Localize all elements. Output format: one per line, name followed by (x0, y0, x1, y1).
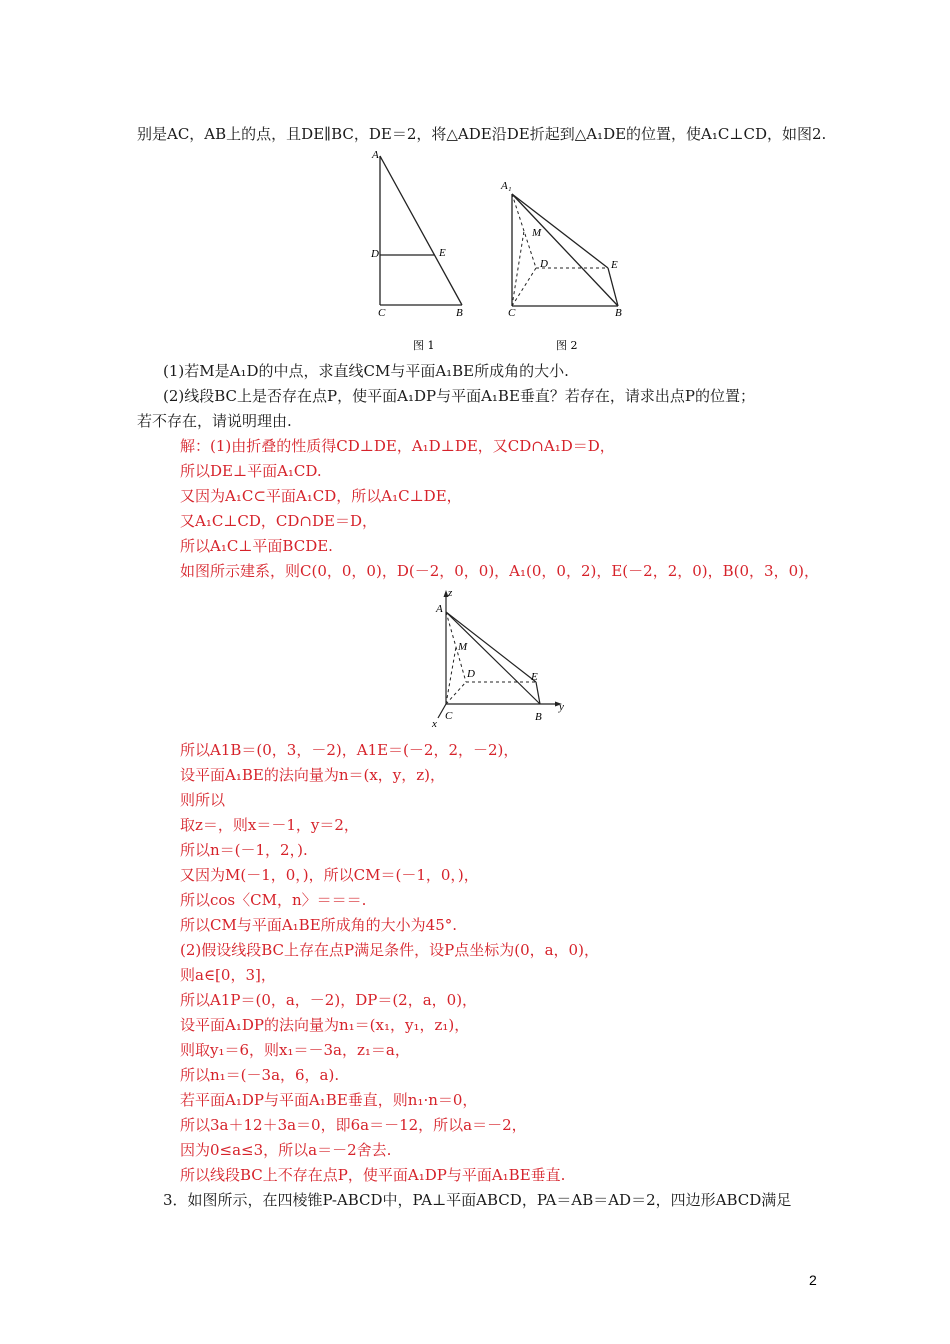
fig1-label-b: B (456, 307, 463, 319)
solution-line: 若平面A₁DP与平面A₁BE垂直，则n₁·n＝0， (180, 1091, 478, 1109)
solution-line: 则所以 (180, 791, 226, 809)
solution-line: 所以n₁＝(－3a，6，a). (180, 1066, 340, 1084)
fig2-label-m: M (532, 227, 542, 239)
solution-line: 如图所示建系，则C(0，0，0)，D(－2，0，0)，A₁(0，0，2)，E(－2，2，0)，B(0，3，0)， (180, 562, 819, 580)
fig3-label-c: C (445, 710, 453, 722)
problem-text-line: 别是AC，AB上的点，且DE∥BC，DE＝2，将△ADE沿DE折起到△A₁DE的位置，使A₁C⊥CD，如图2. (137, 125, 827, 143)
fig3-label-b: B (535, 711, 542, 723)
solution-line: 所以3a＋12＋3a＝0，即6a＝－12，所以a＝－2， (180, 1116, 527, 1134)
solution-line: (2)假设线段BC上存在点P满足条件，设P点坐标为(0，a，0)， (180, 941, 599, 959)
solution-line: 所以n＝(－1，2，). (180, 841, 308, 859)
solution-line: 所以A₁C⊥平面BCDE. (180, 537, 333, 555)
fig3-label-d: D (467, 668, 475, 680)
solution-line: 设平面A₁DP的法向量为n₁＝(x₁，y₁，z₁)， (180, 1016, 470, 1034)
fig2-caption: 图 2 (556, 339, 578, 352)
question-1: (1)若M是A₁D的中点，求直线CM与平面A₁BE所成角的大小. (163, 362, 569, 380)
fig3-label-a: A (436, 603, 443, 615)
fig1-label-d: D (371, 248, 379, 260)
solution-line: 所以cos〈CM，n〉＝＝＝. (180, 891, 367, 909)
solution-line: 取z＝，则x＝－1，y＝2， (180, 816, 359, 834)
figure-2-diagram (500, 180, 640, 320)
fig1-label-e: E (439, 247, 446, 259)
solution-line: 解：(1)由折叠的性质得CD⊥DE，A₁D⊥DE，又CD∩A₁D＝D， (180, 437, 615, 455)
solution-line: 所以A1B＝(0，3，－2)，A1E＝(－2，2，－2)， (180, 741, 519, 759)
solution-line: 所以线段BC上不存在点P，使平面A₁DP与平面A₁BE垂直. (180, 1166, 566, 1184)
solution-line: 又A₁C⊥CD，CD∩DE＝D， (180, 512, 378, 530)
solution-line: 所以A1P＝(0，a，－2)，DP＝(2，a，0)， (180, 991, 478, 1009)
fig2-label-e: E (611, 259, 618, 271)
figure-1-diagram (370, 150, 480, 330)
fig1-label-a: A (372, 149, 379, 161)
fig1-label-c: C (378, 307, 386, 319)
fig2-label-a1: A₁ (501, 180, 512, 192)
solution-line: 又因为A₁C⊂平面A₁CD，所以A₁C⊥DE， (180, 487, 462, 505)
fig2-label-d: D (540, 258, 548, 270)
page-number: 2 (809, 1272, 817, 1288)
question-2-line-1: (2)线段BC上是否存在点P，使平面A₁DP与平面A₁BE垂直？若存在，请求出点P的位置； (163, 387, 755, 405)
solution-line: 设平面A₁BE的法向量为n＝(x，y，z)， (180, 766, 446, 784)
fig3-label-z: z (448, 587, 453, 599)
fig3-label-m: M (458, 641, 468, 653)
solution-line: 因为0≤a≤3，所以a＝－2舍去. (180, 1141, 392, 1159)
fig2-label-c: C (508, 307, 516, 319)
solution-line: 又因为M(－1，0，)，所以CM＝(－1，0，)， (180, 866, 479, 884)
question-2-line-2: 若不存在，请说明理由. (137, 412, 292, 430)
fig2-label-b: B (615, 307, 622, 319)
solution-line: 所以CM与平面A₁BE所成角的大小为45°. (180, 916, 458, 934)
solution-line: 所以DE⊥平面A₁CD. (180, 462, 322, 480)
fig3-label-x: x (432, 718, 437, 730)
solution-line: 则取y₁＝6，则x₁＝－3a，z₁＝a， (180, 1041, 410, 1059)
fig3-label-y: y (559, 701, 564, 713)
next-problem-text: 3．如图所示，在四棱锥P-ABCD中，PA⊥平面ABCD，PA＝AB＝AD＝2，四边形ABCD满足 (163, 1191, 792, 1209)
solution-line: 则a∈[0，3]， (180, 966, 276, 984)
fig1-caption: 图 1 (413, 339, 435, 352)
fig3-label-e: E (531, 671, 538, 683)
